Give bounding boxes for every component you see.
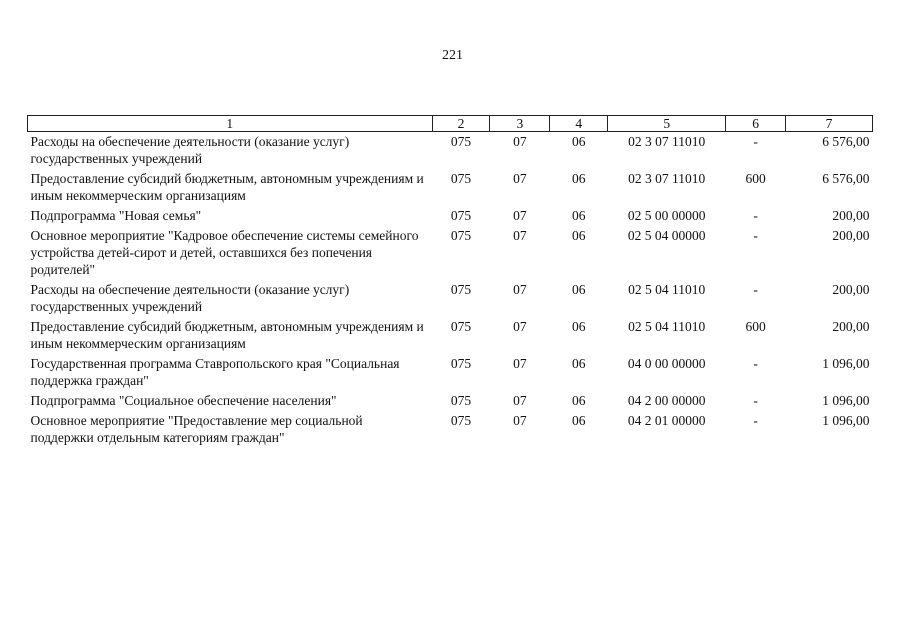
amount-cell: 1 096,00 — [822, 393, 870, 408]
row-name-cell: Предоставление субсидий бюджетным, автономным учреждениям и иным некоммерческим организациям — [30, 171, 424, 203]
amount-cell: 1 096,00 — [822, 356, 870, 371]
amount-cell: 200,00 — [832, 282, 870, 297]
subsection-code-cell: 06 — [572, 208, 586, 223]
budget-table — [27, 115, 873, 448]
amount-cell: 200,00 — [832, 319, 870, 334]
department-code-cell: 075 — [450, 319, 472, 334]
row-name-cell: Подпрограмма "Новая семья" — [30, 208, 202, 223]
row-name-cell: Основное мероприятие "Предоставление мер социальной поддержки отдельным категориям граждан" — [30, 413, 363, 445]
expense-type-cell: 600 — [745, 171, 766, 186]
target-article-cell: 02 5 00 00000 — [627, 208, 706, 223]
target-article-cell: 02 3 07 11010 — [628, 171, 706, 186]
target-article-cell: 04 2 00 00000 — [627, 393, 706, 408]
subsection-code-cell: 06 — [572, 319, 586, 334]
target-article-cell: 02 5 04 11010 — [628, 282, 706, 297]
row-name-cell: Основное мероприятие "Кадровое обеспечение системы семейного устройства детей-сирот и детей, оставшихся без попечения родителей" — [30, 228, 419, 277]
department-code-cell: 075 — [450, 208, 472, 223]
column-header: 3 — [490, 116, 550, 132]
row-name-cell: Подпрограмма "Социальное обеспечение населения" — [30, 393, 337, 408]
table-row — [28, 411, 873, 448]
expense-type-cell: - — [753, 356, 758, 371]
expense-type-cell: - — [753, 228, 758, 243]
section-code-cell: 07 — [513, 134, 527, 149]
department-code-cell: 075 — [450, 171, 472, 186]
row-name-cell: Государственная программа Ставропольского края "Социальная поддержка граждан" — [30, 356, 400, 388]
department-code-cell: 075 — [450, 282, 472, 297]
target-article-cell: 04 0 00 00000 — [627, 356, 706, 371]
target-article-cell: 02 5 04 11010 — [628, 319, 706, 334]
amount-cell: 200,00 — [832, 208, 870, 223]
row-name-cell: Расходы на обеспечение деятельности (оказание услуг) государственных учреждений — [30, 134, 350, 166]
column-header: 4 — [550, 116, 608, 132]
target-article-cell: 04 2 01 00000 — [627, 413, 706, 428]
amount-cell: 6 576,00 — [822, 134, 870, 149]
expense-type-cell: - — [753, 413, 758, 428]
target-article-cell: 02 3 07 11010 — [628, 134, 706, 149]
department-code-cell: 075 — [450, 134, 472, 149]
table-row — [28, 226, 873, 280]
subsection-code-cell: 06 — [572, 134, 586, 149]
column-header: 7 — [786, 116, 873, 132]
header-row — [28, 116, 873, 132]
subsection-code-cell: 06 — [572, 282, 586, 297]
amount-cell: 6 576,00 — [822, 171, 870, 186]
department-code-cell: 075 — [450, 356, 472, 371]
amount-cell: 200,00 — [832, 228, 870, 243]
expense-type-cell: 600 — [745, 319, 766, 334]
subsection-code-cell: 06 — [572, 356, 586, 371]
table-row — [28, 206, 873, 226]
table-row — [28, 280, 873, 317]
amount-cell: 1 096,00 — [822, 413, 870, 428]
subsection-code-cell: 06 — [572, 228, 586, 243]
section-code-cell: 07 — [513, 393, 527, 408]
table-row — [28, 132, 873, 170]
expense-type-cell: - — [753, 282, 758, 297]
page-number: 221 — [442, 48, 463, 63]
row-name-cell: Расходы на обеспечение деятельности (оказание услуг) государственных учреждений — [30, 282, 350, 314]
row-name-cell: Предоставление субсидий бюджетным, автономным учреждениям и иным некоммерческим организациям — [30, 319, 424, 351]
expense-type-cell: - — [753, 134, 758, 149]
target-article-cell: 02 5 04 00000 — [627, 228, 706, 243]
expense-type-cell: - — [753, 393, 758, 408]
section-code-cell: 07 — [513, 319, 527, 334]
table-row — [28, 354, 873, 391]
section-code-cell: 07 — [513, 413, 527, 428]
department-code-cell: 075 — [450, 413, 472, 428]
subsection-code-cell: 06 — [572, 413, 586, 428]
expense-type-cell: - — [753, 208, 758, 223]
section-code-cell: 07 — [513, 228, 527, 243]
table-row — [28, 391, 873, 411]
subsection-code-cell: 06 — [572, 393, 586, 408]
column-header: 2 — [432, 116, 490, 132]
table-row — [28, 169, 873, 206]
section-code-cell: 07 — [513, 282, 527, 297]
table-row — [28, 317, 873, 354]
column-header: 1 — [28, 116, 433, 132]
section-code-cell: 07 — [513, 208, 527, 223]
department-code-cell: 075 — [450, 393, 472, 408]
section-code-cell: 07 — [513, 171, 527, 186]
column-header: 5 — [608, 116, 726, 132]
department-code-cell: 075 — [450, 228, 472, 243]
section-code-cell: 07 — [513, 356, 527, 371]
subsection-code-cell: 06 — [572, 171, 586, 186]
column-header: 6 — [726, 116, 786, 132]
